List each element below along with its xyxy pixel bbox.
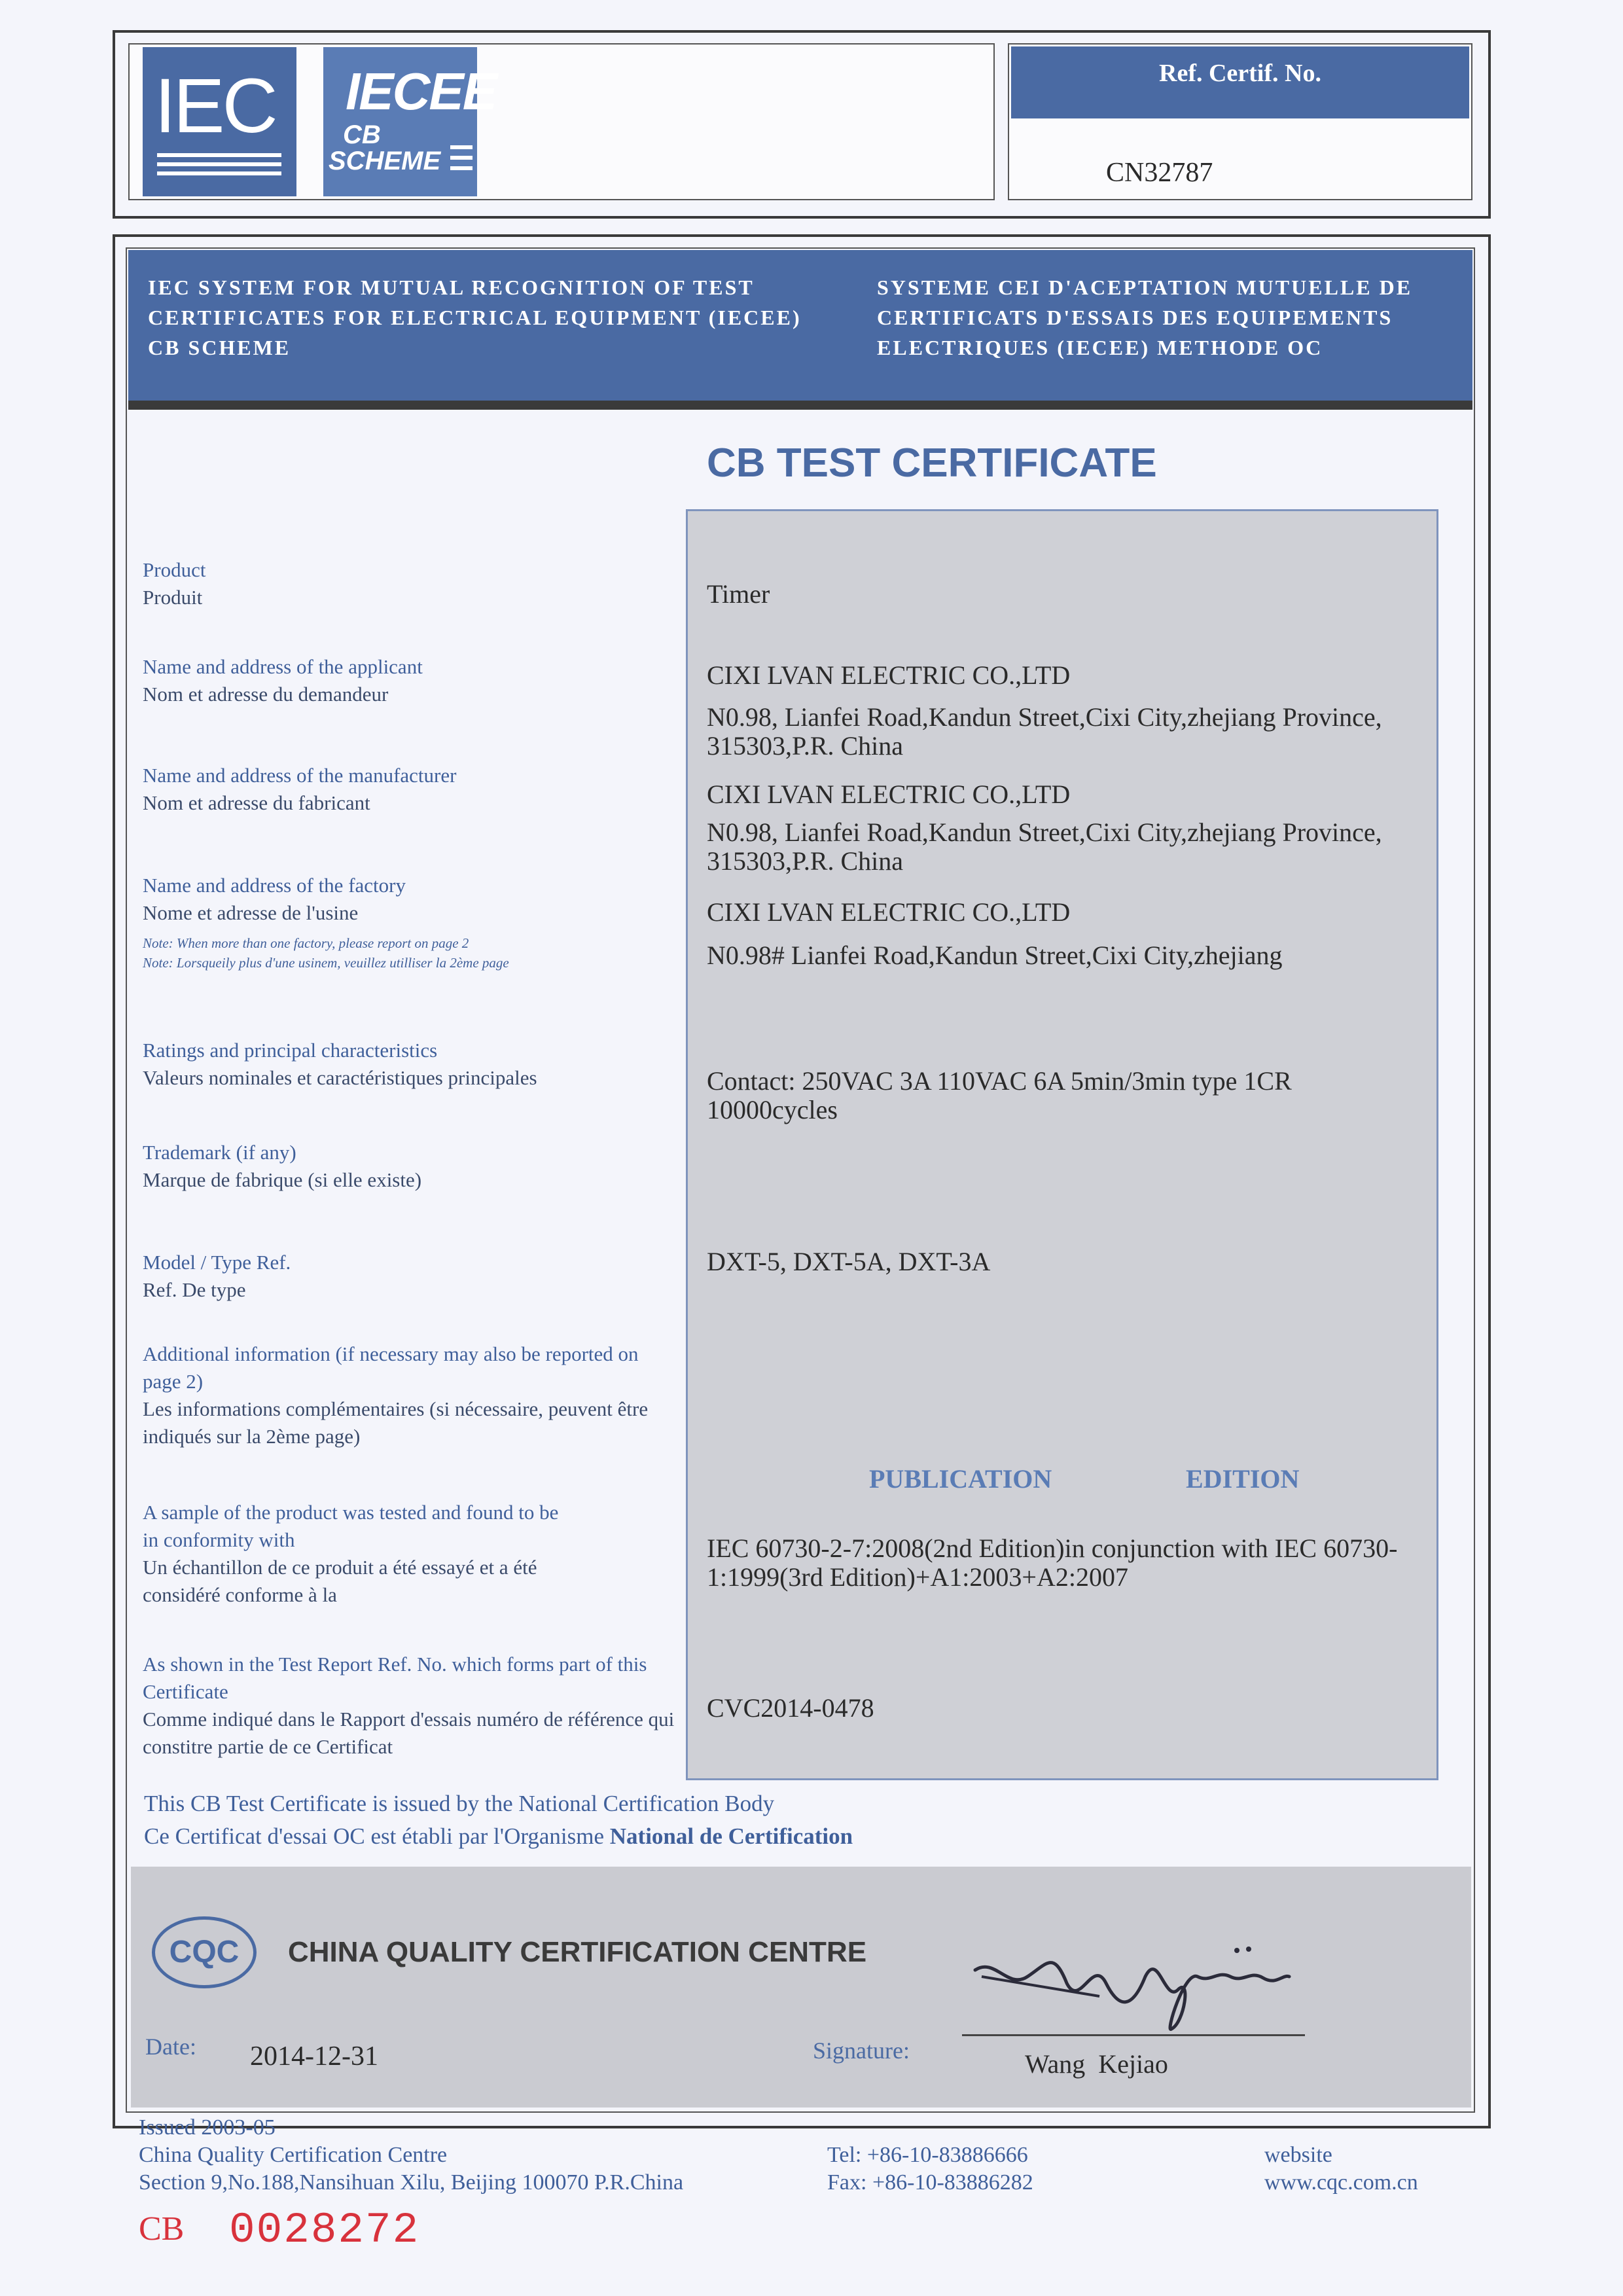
issued-by-fr-prefix: Ce Certificat d'essai OC est établi par l'Organisme [144,1823,610,1849]
issued-by-en: This CB Test Certificate is issued by the National Certification Body [144,1791,775,1816]
scheme-band-en [148,272,855,363]
band-fr-line2: CERTIFICATS D'ESSAIS DES EQUIPEMENTS [877,306,1393,329]
label-applicant-en: Name and address of the applicant [143,655,423,678]
factory-note-en: Note: When more than one factory, please report on page 2 [143,935,469,951]
cqc-logo [152,1916,257,1988]
value-manufacturer-name: CIXI LVAN ELECTRIC CO.,LTD [707,780,1071,809]
label-trademark-fr: Marque de fabrique (si elle existe) [143,1168,422,1191]
footer-web [1264,2142,1418,2197]
iecee-logo-scheme: SCHEME [329,147,441,175]
value-applicant-address: N0.98, Lianfei Road,Kandun Street,Cixi City,zhejiang Province, 315303,P.R. China [707,702,1382,761]
label-product [143,556,666,611]
cqc-logo-text: CQC [169,1935,240,1969]
value-applicant-name: CIXI LVAN ELECTRIC CO.,LTD [707,660,1071,690]
footer-address: Section 9,No.188,Nansihuan Xilu, Beijing 100070 P.R.China [139,2170,684,2195]
label-report [143,1651,679,1761]
ref-label: Ref. Certif. No. [1159,60,1321,87]
footer-website-label: website [1264,2143,1332,2167]
signature-label: Signature: [813,2037,910,2064]
label-manufacturer-en: Name and address of the manufacturer [143,764,457,787]
iecee-logo-title: IECEE [346,62,497,120]
label-model-fr: Ref. De type [143,1278,246,1301]
label-sample-en: A sample of the product was tested and found to be in conformity with [143,1501,559,1551]
footer-website[interactable]: www.cqc.com.cn [1264,2170,1418,2195]
iec-logo-text: IEC [154,63,276,149]
footer-left [139,2114,683,2197]
label-product-en: Product [143,558,206,581]
certifier-name: CHINA QUALITY CERTIFICATION CENTRE [288,1936,867,1968]
label-applicant-fr: Nom et adresse du demandeur [143,683,389,706]
label-model [143,1249,666,1304]
certificate-title: CB TEST CERTIFICATE [707,440,1157,486]
band-en-line2: CERTIFICATES FOR ELECTRICAL EQUIPMENT (IECEE) [148,306,802,329]
band-en-line1: IEC SYSTEM FOR MUTUAL RECOGNITION OF TEST [148,276,755,299]
value-standard: IEC 60730-2-7:2008(2nd Edition)in conjunction with IEC 60730-1:1999(3rd Edition)+A1:2003+A2:2007 [707,1534,1398,1592]
signatory-name: Wang Kejiao [1025,2049,1168,2079]
scheme-band-fr [877,272,1466,363]
label-manufacturer [143,762,666,817]
signature-line [962,2034,1305,2036]
label-additional [143,1340,679,1450]
band-en-line3: CB SCHEME [148,336,291,359]
label-additional-fr: Les informations complémentaires (si nécessaire, peuvent être indiqués sur la 2ème page) [143,1397,649,1448]
value-product: Timer [707,579,770,609]
value-ratings: Contact: 250VAC 3A 110VAC 6A 5min/3min type 1CR 10000cycles [707,1066,1292,1124]
issued-by-fr-bold: National de Certification [609,1823,853,1849]
label-model-en: Model / Type Ref. [143,1251,291,1274]
label-factory-fr: Nome et adresse de l'usine [143,901,359,924]
label-manufacturer-fr: Nom et adresse du fabricant [143,791,370,814]
band-fr-line1: SYSTEME CEI D'ACEPTATION MUTUELLE DE [877,276,1413,299]
factory-note-fr: Note: Lorsqueily plus d'une usinem, veuillez utilliser la 2ème page [143,955,509,971]
label-applicant [143,653,666,708]
value-factory-address: N0.98# Lianfei Road,Kandun Street,Cixi City,zhejiang [707,941,1283,970]
value-model: DXT-5, DXT-5A, DXT-3A [707,1247,991,1276]
date-value: 2014-12-31 [250,2041,378,2072]
value-report: CVC2014-0478 [707,1693,874,1723]
label-additional-en: Additional information (if necessary may also be reported on page 2) [143,1342,639,1393]
label-report-fr: Comme indiqué dans le Rapport d'essais numéro de référence qui constitre partie de ce Certificat [143,1708,675,1758]
label-product-fr: Produit [143,586,203,609]
iec-logo [143,47,296,196]
label-sample [143,1499,575,1609]
label-ratings [143,1037,679,1092]
date-label: Date: [145,2034,196,2060]
label-ratings-fr: Valeurs nominales et caractéristiques principales [143,1066,537,1089]
label-factory-en: Name and address of the factory [143,874,406,897]
signature-scrawl [969,1931,1296,2042]
publication-heading: PUBLICATION [869,1464,1052,1494]
value-factory-name: CIXI LVAN ELECTRIC CO.,LTD [707,897,1071,927]
band-divider [128,401,1472,410]
footer-issued: Issued 2003-05 [139,2115,276,2140]
band-fr-line3: ELECTRIQUES (IECEE) METHODE OC [877,336,1323,359]
iecee-logo [323,47,497,196]
edition-heading: EDITION [1186,1464,1300,1494]
label-ratings-en: Ratings and principal characteristics [143,1039,438,1062]
value-manufacturer-address: N0.98, Lianfei Road,Kandun Street,Cixi City,zhejiang Province, 315303,P.R. China [707,817,1382,876]
footer-tel: Tel: +86-10-83886666 [827,2143,1028,2167]
footer-org: China Quality Certification Centre [139,2143,448,2167]
label-trademark-en: Trademark (if any) [143,1141,296,1164]
ref-number: CN32787 [1106,158,1213,188]
label-trademark [143,1139,666,1194]
serial-prefix: CB [139,2210,185,2248]
label-sample-fr: Un échantillon de ce produit a été essayé et a été considéré conforme à la [143,1556,537,1606]
footer-fax: Fax: +86-10-83886282 [827,2170,1033,2195]
serial-number: 0028272 [229,2206,420,2255]
label-report-en: As shown in the Test Report Ref. No. which forms part of this Certificate [143,1653,647,1703]
issued-by-fr [144,1823,853,1850]
footer-contact [827,2142,1033,2197]
label-factory [143,872,679,973]
iecee-logo-cb: CB [343,120,381,149]
